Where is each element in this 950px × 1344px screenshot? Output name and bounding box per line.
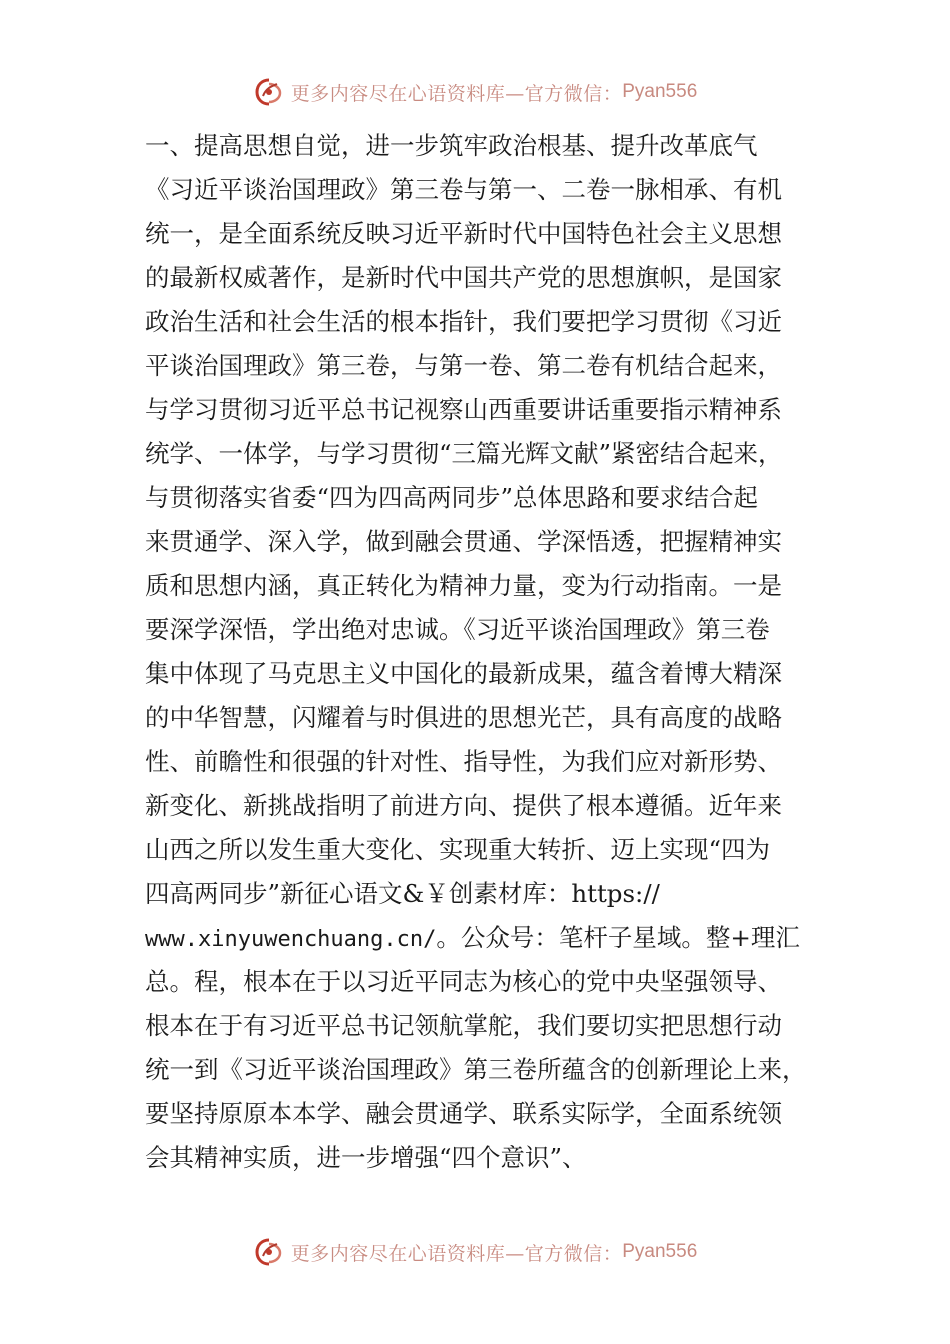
text-line: 要坚持原原本本学、融会贯通学、联系实际学，全面系统领 bbox=[145, 1099, 782, 1128]
text-line: 统一到《习近平谈治国理政》第三卷所蕴含的创新理论上来， bbox=[145, 1055, 807, 1084]
document-body bbox=[145, 124, 825, 1180]
text-line: 集中体现了马克思主义中国化的最新成果，蕴含着博大精深 bbox=[145, 659, 782, 688]
text-line: 统学、一体学，与学习贯彻“三篇光辉文献”紧密结合起来， bbox=[145, 439, 783, 468]
url-text: www.xinyuwenchuang.cn/ bbox=[145, 927, 437, 952]
text-line: 《习近平谈治国理政》第三卷与第一、二卷一脉相承、有机 bbox=[145, 175, 782, 204]
text-line: 新变化、新挑战指明了前进方向、提供了根本遵循。近年来 bbox=[145, 791, 782, 820]
watermark-text: 更多内容尽在心语资料库—官方微信： bbox=[290, 82, 623, 105]
text-line: 性、前瞻性和很强的针对性、指导性，为我们应对新形势、 bbox=[145, 747, 782, 776]
text-line: 山西之所以发生重大变化、实现重大转折、迈上实现“四为 bbox=[145, 835, 771, 864]
text-line: 四高两同步”新征心语文&￥创素材库：https:// bbox=[145, 879, 660, 908]
text-line: 统一，是全面系统反映习近平新时代中国特色社会主义思想 bbox=[145, 219, 782, 248]
text-line: 的中华智慧，闪耀着与时俱进的思想光芒，具有高度的战略 bbox=[145, 703, 782, 732]
text-line: 来贯通学、深入学，做到融会贯通、学深悟透，把握精神实 bbox=[145, 527, 782, 556]
section-heading: 一、提高思想自觉，进一步筑牢政治根基、提升改革底气 bbox=[145, 131, 758, 160]
text-line: 的最新权威著作，是新时代中国共产党的思想旗帜，是国家 bbox=[145, 263, 782, 292]
text-line: 政治生活和社会生活的根本指针，我们要把学习贯彻《习近 bbox=[145, 307, 782, 336]
watermark-header bbox=[0, 72, 950, 112]
url-line-rest: 。公众号：笔杆子星域。整+理汇 bbox=[436, 923, 800, 952]
watermark-wechat-id: Pyan556 bbox=[622, 81, 698, 102]
watermark-wechat-id: Pyan556 bbox=[622, 1241, 698, 1262]
watermark-text: 更多内容尽在心语资料库—官方微信： bbox=[290, 1242, 623, 1265]
text-line: 质和思想内涵，真正转化为精神力量，变为行动指南。一是 bbox=[145, 571, 782, 600]
text-line: 根本在于有习近平总书记领航掌舵，我们要切实把思想行动 bbox=[145, 1011, 782, 1040]
text-line: 要深学深悟，学出绝对忠诚。《习近平谈治国理政》第三卷 bbox=[145, 615, 770, 644]
watermark-logo-icon bbox=[253, 1236, 285, 1268]
watermark-logo-icon bbox=[253, 76, 285, 108]
text-line: 与贯彻落实省委“四为四高两同步”总体思路和要求结合起 bbox=[145, 483, 759, 512]
text-line: 总。程，根本在于以习近平同志为核心的党中央坚强领导、 bbox=[145, 967, 782, 996]
text-line-url bbox=[145, 916, 825, 960]
text-line: 会其精神实质，进一步增强“四个意识”、 bbox=[145, 1143, 587, 1172]
watermark-footer bbox=[0, 1232, 950, 1272]
paragraph bbox=[145, 168, 825, 1180]
text-line: 平谈治国理政》第三卷，与第一卷、第二卷有机结合起来， bbox=[145, 351, 782, 380]
text-line: 与学习贯彻习近平总书记视察山西重要讲话重要指示精神系 bbox=[145, 395, 782, 424]
